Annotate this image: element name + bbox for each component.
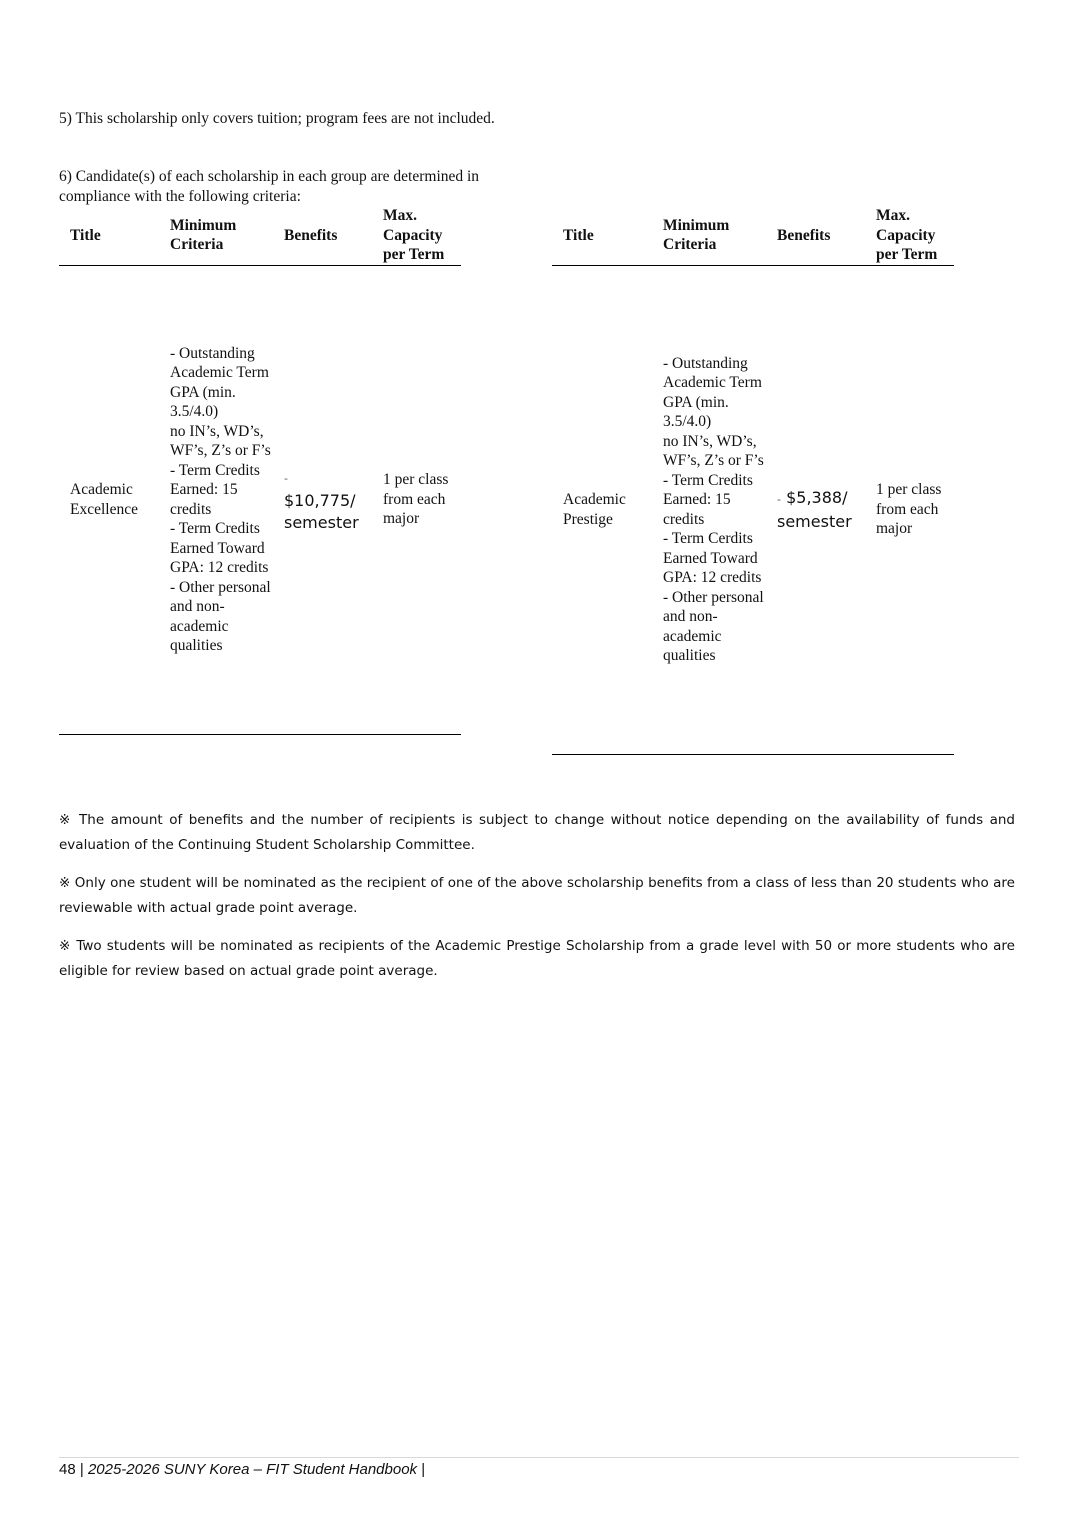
benefit-value: $5,388/ semester (777, 487, 852, 531)
paragraph-item-5: 5) This scholarship only covers tuition; program fees are not included. (59, 110, 495, 127)
criteria-line: - Other personal and non-academic qualities (170, 578, 271, 654)
page-number: 48 (59, 1461, 76, 1478)
footer-separator: | (79, 1461, 84, 1478)
header-title: Title (59, 206, 159, 265)
scholarship-table-academic-prestige (552, 206, 954, 755)
criteria-line: - Term Credits Earned: 15 credits (170, 461, 260, 518)
criteria-line: - Term Credits Earned: 15 credits (663, 471, 753, 528)
max-capacity: 1 per class from each major (372, 265, 461, 734)
max-capacity: 1 per class from each major (865, 265, 954, 754)
footer-trailing-separator: | (421, 1461, 426, 1478)
header-minimum-criteria: Minimum Criteria (159, 206, 273, 265)
benefit-dash: - (777, 492, 781, 506)
note-benefit-change: ※ The amount of benefits and the number of recipients is subject to change without notice depending on the availability of funds and evaluation of the Continuing Student Scholarship Committee. (59, 812, 1015, 853)
table-header-row (59, 206, 461, 265)
benefit-dash: - (284, 471, 288, 485)
benefit-value: $10,775/ semester (284, 490, 359, 532)
criteria-line: no IN’s, WD’s, WF’s, Z’s or F’s (170, 422, 271, 459)
criteria-line: - Term Cerdits Earned Toward GPA: 12 credits (663, 530, 762, 586)
table-row (552, 265, 954, 754)
scholarship-table-academic-excellence (59, 206, 461, 735)
note-single-nominee: ※ Only one student will be nominated as the recipient of one of the above scholarship benefits from a class of less than 20 students who are reviewable with actual grade point average. (59, 875, 1015, 916)
page-footer (59, 1460, 425, 1480)
document-title: 2025-2026 SUNY Korea – FIT Student Handbook (87, 1461, 418, 1478)
header-minimum-criteria: Minimum Criteria (652, 206, 766, 265)
table-row (59, 265, 461, 734)
header-benefits: Benefits (273, 206, 372, 265)
footer-divider (59, 1457, 1019, 1458)
criteria-line: - Other personal and non-academic qualities (663, 588, 764, 664)
criteria-line: - Term Credits Earned Toward GPA: 12 credits (170, 520, 269, 576)
criteria-line: - Outstanding Academic Term GPA (min. 3.5/4.0) (663, 354, 762, 430)
table-header-row (552, 206, 954, 265)
minimum-criteria (159, 265, 273, 734)
header-benefits: Benefits (766, 206, 865, 265)
note-two-nominees: ※ Two students will be nominated as recipients of the Academic Prestige Scholarship from a grade level with 50 or more students who are eligible for review based on actual grade point average. (59, 938, 1015, 979)
header-max-capacity: Max. Capacity per Term (372, 206, 461, 265)
header-title: Title (552, 206, 652, 265)
benefit-amount (273, 265, 372, 734)
header-max-capacity: Max. Capacity per Term (865, 206, 954, 265)
minimum-criteria (652, 265, 766, 754)
benefit-amount (766, 265, 865, 754)
paragraph-item-6: 6) Candidate(s) of each scholarship in each group are determined in compliance with the following criteria: (59, 168, 480, 205)
criteria-line: no IN’s, WD’s, WF’s, Z’s or F’s (663, 432, 764, 469)
scholarship-title: Academic Prestige (552, 265, 652, 754)
criteria-line: - Outstanding Academic Term GPA (min. 3.5/4.0) (170, 344, 269, 420)
scholarship-title: Academic Excellence (59, 265, 159, 734)
